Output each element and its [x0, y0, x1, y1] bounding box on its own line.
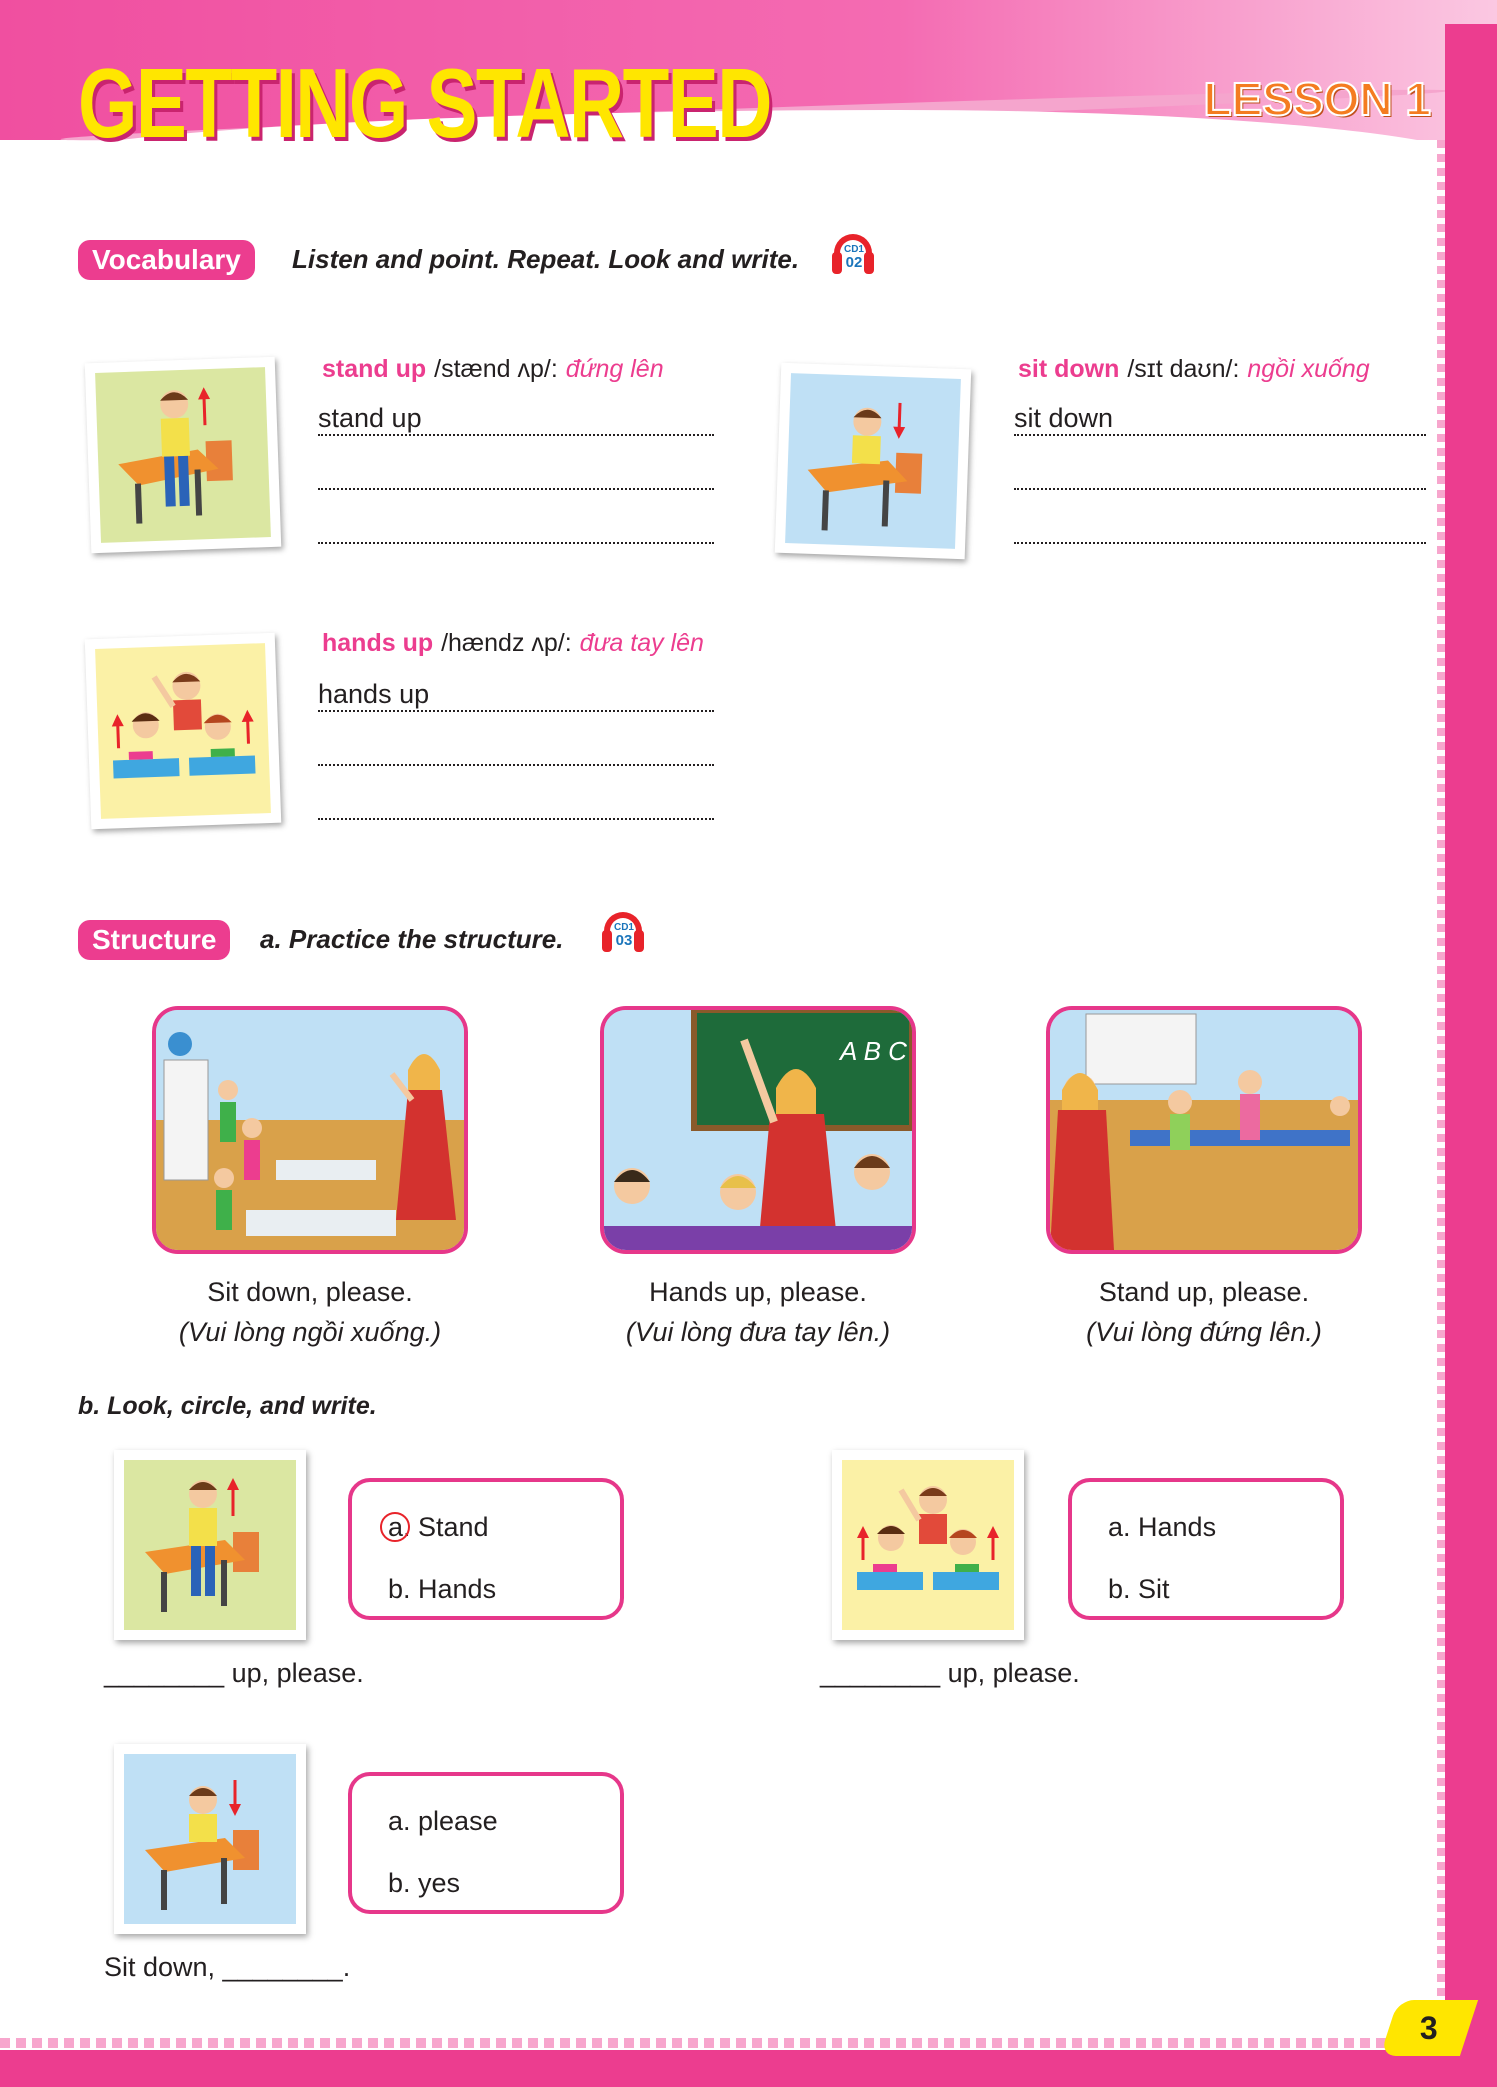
- caption-text: Stand up, please.: [1098, 1277, 1310, 1307]
- right-border-bar: [1445, 24, 1497, 2087]
- write-line[interactable]: sit down: [1014, 396, 1426, 436]
- scene-caption: [578, 1272, 938, 1352]
- options-box: [348, 1478, 624, 1620]
- options-box: [348, 1772, 624, 1914]
- vocab-entry-hands-up: hands up /hændz ʌp/: đưa tay lên: [322, 629, 704, 657]
- scene-caption: [130, 1272, 490, 1352]
- write-line[interactable]: hands up: [318, 672, 714, 712]
- board-text: A B C: [840, 1036, 907, 1066]
- headphones-cd-icon[interactable]: CD1 03: [602, 912, 644, 956]
- sit-down-picture: [775, 363, 972, 560]
- lesson-label: LESSON 1: [1203, 73, 1431, 125]
- stand-up-picture: [85, 357, 282, 554]
- headphones-cd-icon[interactable]: CD1 02: [832, 234, 874, 278]
- structure-instruction: a. Practice the structure.: [260, 924, 564, 954]
- option-a[interactable]: a. please: [388, 1806, 498, 1836]
- caption-translation: (Vui lòng ngồi xuống.): [178, 1317, 442, 1347]
- scene-sit-down: [152, 1006, 468, 1254]
- caption-text: Hands up, please.: [649, 1277, 867, 1307]
- scene-stand-up: [1046, 1006, 1362, 1254]
- option-a[interactable]: a. Hands: [1108, 1512, 1217, 1542]
- caption-text: Sit down, please.: [207, 1277, 413, 1307]
- scene-hands-up: [600, 1006, 916, 1254]
- option-b[interactable]: b. Sit: [1108, 1574, 1170, 1604]
- write-line[interactable]: [1014, 504, 1426, 544]
- scene-caption: [1024, 1272, 1384, 1352]
- write-line[interactable]: [1014, 450, 1426, 490]
- vocabulary-instruction: Listen and point. Repeat. Look and write.: [292, 244, 800, 274]
- right-border-dots: [1437, 140, 1445, 2020]
- exercise-sentence[interactable]: ________ up, please.: [104, 1658, 364, 1688]
- write-line[interactable]: [318, 504, 714, 544]
- exercise-picture-sit-down: [114, 1744, 306, 1934]
- option-b[interactable]: b. Hands: [388, 1574, 497, 1604]
- page-title: GETTING STARTED: [78, 48, 771, 158]
- exercise-sentence[interactable]: ________ up, please.: [820, 1658, 1080, 1688]
- vocabulary-tag: Vocabulary: [78, 240, 255, 280]
- write-line[interactable]: [318, 450, 714, 490]
- caption-translation: (Vui lòng đưa tay lên.): [625, 1317, 891, 1347]
- page-number: 3: [1420, 2009, 1438, 2046]
- exercise-picture-stand-up: [114, 1450, 306, 1640]
- exercise-picture-hands-up: [832, 1450, 1024, 1640]
- bottom-border-dots: [0, 2038, 1440, 2048]
- bottom-border-bar: [0, 2050, 1497, 2087]
- options-box: [1068, 1478, 1344, 1620]
- option-b[interactable]: b. yes: [388, 1868, 461, 1898]
- vocab-entry-stand-up: stand up /stænd ʌp/: đứng lên: [322, 355, 664, 383]
- write-line[interactable]: stand up: [318, 396, 714, 436]
- vocab-entry-sit-down: sit down /sɪt daʊn/: ngồi xuống: [1018, 355, 1370, 383]
- exercise-b-instruction: b. Look, circle, and write.: [78, 1392, 377, 1420]
- exercise-sentence[interactable]: Sit down, ________.: [104, 1952, 351, 1982]
- caption-translation: (Vui lòng đứng lên.): [1086, 1317, 1322, 1347]
- answer-circle: [380, 1512, 410, 1542]
- hands-up-picture: [85, 633, 282, 830]
- option-a[interactable]: a. Stand: [388, 1496, 620, 1558]
- structure-tag: Structure: [78, 920, 230, 960]
- write-line[interactable]: [318, 780, 714, 820]
- write-line[interactable]: [318, 726, 714, 766]
